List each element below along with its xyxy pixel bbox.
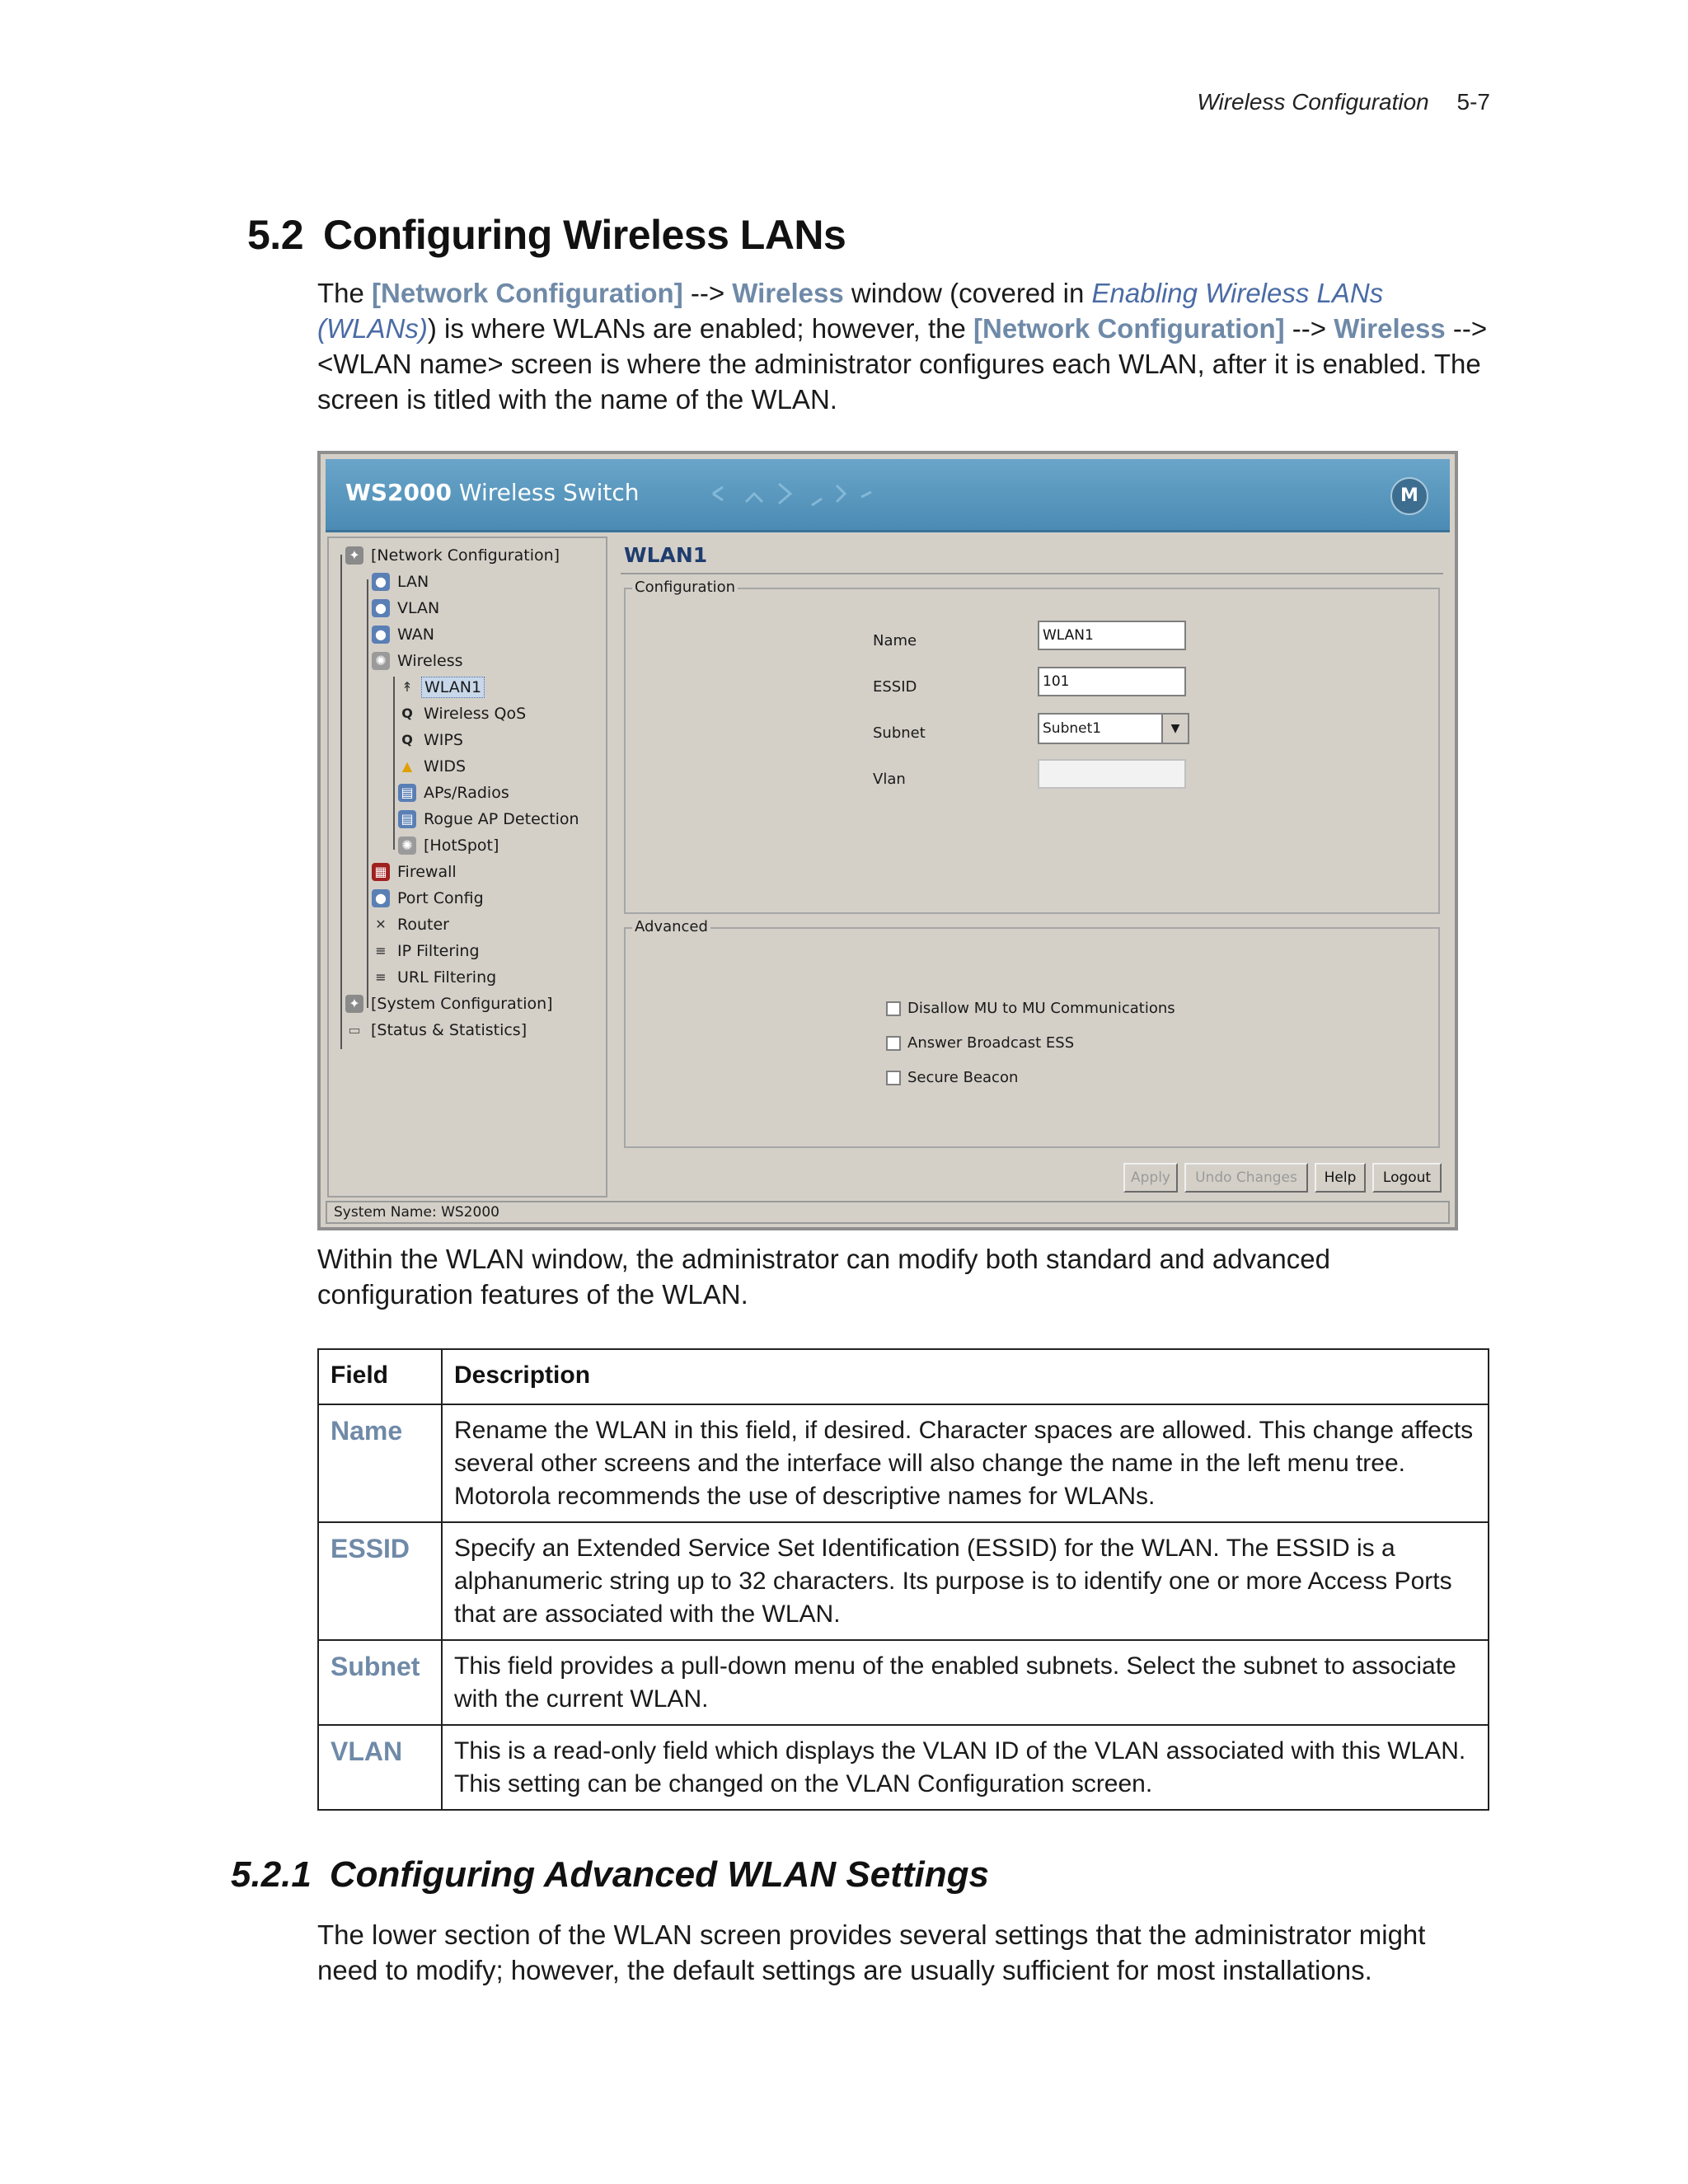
qos-icon: Q bbox=[401, 705, 413, 721]
table-header-row bbox=[318, 1349, 1489, 1404]
configuration-group bbox=[624, 579, 1440, 914]
tree-label: Rogue AP Detection bbox=[424, 810, 579, 828]
subsection-heading bbox=[231, 1854, 989, 1896]
subsection-title: Configuring Advanced WLAN Settings bbox=[329, 1854, 989, 1895]
tree-label: WIDS bbox=[424, 757, 467, 776]
tree-item-wireless[interactable] bbox=[372, 649, 466, 673]
tree-label: VLAN bbox=[397, 599, 440, 617]
motorola-logo-icon: M bbox=[1390, 477, 1428, 515]
tree-item-ip-filtering[interactable] bbox=[372, 939, 482, 963]
tree-label: Router bbox=[397, 916, 449, 934]
tree-item-status-statistics[interactable] bbox=[345, 1018, 529, 1043]
tree-item-wips[interactable] bbox=[398, 728, 466, 752]
subnet-selected-value: Subnet1 bbox=[1043, 720, 1102, 737]
tree-line bbox=[393, 677, 395, 850]
chevron-down-icon[interactable]: ▼ bbox=[1161, 715, 1188, 743]
tree-label: [Status & Statistics] bbox=[371, 1021, 528, 1039]
name-label: Name bbox=[873, 632, 917, 649]
field-description: This is a read-only field which displays the VLAN ID of the VLAN associated with this WLAN. This setting can be changed on the VLAN Configuration screen. bbox=[442, 1725, 1489, 1810]
table-row bbox=[318, 1522, 1489, 1640]
tree-label: LAN bbox=[397, 573, 429, 591]
tree-item-wan[interactable] bbox=[372, 622, 437, 647]
running-header-title: Wireless Configuration bbox=[1197, 89, 1429, 115]
table-row bbox=[318, 1404, 1489, 1522]
globe-icon: ● bbox=[372, 573, 390, 591]
field-name: ESSID bbox=[318, 1522, 442, 1640]
wlan-config-panel bbox=[616, 537, 1448, 1197]
tree-item-wlan1[interactable] bbox=[398, 675, 485, 700]
tree-label: Firewall bbox=[397, 863, 457, 881]
panel-title: WLAN1 bbox=[624, 543, 708, 567]
tree-label: WAN bbox=[397, 626, 434, 644]
configuration-legend: Configuration bbox=[632, 579, 738, 596]
field-name: Subnet bbox=[318, 1640, 442, 1725]
table-row bbox=[318, 1725, 1489, 1810]
essid-label: ESSID bbox=[873, 678, 917, 696]
divider bbox=[621, 573, 1443, 574]
antenna-icon: ↟ bbox=[401, 679, 413, 695]
logout-button[interactable]: Logout bbox=[1372, 1163, 1442, 1193]
field-name: VLAN bbox=[318, 1725, 442, 1810]
tree-line bbox=[367, 579, 368, 1008]
checkbox-label: Secure Beacon bbox=[907, 1069, 1019, 1086]
intro-text-5: --> bbox=[1284, 313, 1334, 344]
status-bar: System Name: WS2000 bbox=[326, 1201, 1450, 1224]
wireless-icon: ✺ bbox=[372, 652, 390, 670]
intro-text-4: ) is where WLANs are enabled; however, the bbox=[427, 313, 973, 344]
subsection-number: 5.2.1 bbox=[231, 1854, 312, 1895]
ws2000-screenshot bbox=[317, 451, 1458, 1230]
column-header-field: Field bbox=[318, 1349, 442, 1404]
section-heading bbox=[247, 211, 846, 259]
name-field[interactable]: WLAN1 bbox=[1038, 621, 1186, 650]
disallow-mu-checkbox[interactable] bbox=[886, 1000, 1175, 1017]
navigation-tree bbox=[327, 537, 607, 1197]
tree-line bbox=[340, 555, 342, 1049]
globe-icon: ● bbox=[372, 599, 390, 617]
post-screenshot-paragraph: Within the WLAN window, the administrator can modify both standard and advanced configuration features of the WLAN. bbox=[317, 1244, 1330, 1310]
router-icon: ✕ bbox=[375, 916, 387, 932]
decorative-arrows-icon bbox=[705, 469, 886, 518]
tree-item-vlan[interactable] bbox=[372, 596, 442, 621]
checkbox-box[interactable] bbox=[886, 1001, 901, 1016]
advanced-legend: Advanced bbox=[632, 918, 710, 935]
tree-label: WLAN1 bbox=[421, 677, 485, 698]
section-number: 5.2 bbox=[247, 212, 304, 258]
answer-broadcast-ess-checkbox[interactable] bbox=[886, 1034, 1074, 1052]
subnet-label: Subnet bbox=[873, 724, 926, 742]
page-number: 5-7 bbox=[1456, 89, 1490, 115]
closing-paragraph: The lower section of the WLAN screen provides several settings that the administrator might need to modify; however, the default settings are usually sufficient for most installations. bbox=[317, 1919, 1426, 1985]
running-header bbox=[1197, 89, 1490, 115]
apply-button[interactable]: Apply bbox=[1123, 1163, 1178, 1193]
checkbox-label: Answer Broadcast ESS bbox=[907, 1034, 1075, 1052]
tree-item-port-config[interactable] bbox=[372, 886, 486, 911]
tree-item-rogue-ap-detection[interactable] bbox=[398, 807, 582, 832]
tree-label: [System Configuration] bbox=[371, 995, 553, 1013]
tree-item-wireless-qos[interactable] bbox=[398, 701, 528, 726]
intro-text-2: --> bbox=[682, 278, 733, 308]
intro-paragraph bbox=[317, 275, 1488, 417]
cross-reference-link[interactable]: Enabling Wireless LANs (WLANs) bbox=[317, 278, 1384, 344]
field-description: This field provides a pull-down menu of the enabled subnets. Select the subnet to associate with the current WLAN. bbox=[442, 1640, 1489, 1725]
app-title bbox=[345, 479, 640, 506]
tree-item-hotspot[interactable] bbox=[398, 833, 501, 858]
ui-ref-network-configuration-2: [Network Configuration] bbox=[973, 313, 1285, 344]
vlan-label: Vlan bbox=[873, 771, 906, 788]
wrench-icon: ✦ bbox=[345, 546, 363, 565]
tree-label: APs/Radios bbox=[424, 784, 509, 802]
tree-label: IP Filtering bbox=[397, 942, 480, 960]
intro-text-6: --> <WLAN name> screen is where the administrator configures each WLAN, after it is enabled. The screen is titled with the name of the WLAN. bbox=[317, 313, 1488, 415]
section-title: Configuring Wireless LANs bbox=[323, 212, 846, 258]
secure-beacon-checkbox[interactable] bbox=[886, 1069, 1018, 1086]
help-button[interactable]: Help bbox=[1315, 1163, 1366, 1193]
field-description: Specify an Extended Service Set Identification (ESSID) for the WLAN. The ESSID is a alphanumeric string up to 32 characters. Its purpose is to identify one or more Access Ports that are associated with the WLAN. bbox=[442, 1522, 1489, 1640]
tree-label: URL Filtering bbox=[397, 968, 497, 987]
tree-item-aps-radios[interactable] bbox=[398, 780, 512, 805]
field-description: Rename the WLAN in this field, if desired. Character spaces are allowed. This change affects several other screens and the interface will also change the name in the left menu tree. Motorola recommends the use of descriptive names for WLANs. bbox=[442, 1404, 1489, 1522]
access-point-icon: ▤ bbox=[398, 784, 416, 802]
checkbox-label: Disallow MU to MU Communications bbox=[907, 1000, 1175, 1017]
column-header-description: Description bbox=[442, 1349, 1489, 1404]
app-title-bar bbox=[326, 459, 1450, 532]
tree-item-firewall[interactable] bbox=[372, 860, 459, 884]
access-point-icon: ▤ bbox=[398, 810, 416, 828]
qos-icon: Q bbox=[401, 732, 413, 748]
warning-icon: ▲ bbox=[401, 758, 413, 774]
checkbox-box[interactable] bbox=[886, 1071, 901, 1085]
tree-item-network-configuration[interactable] bbox=[345, 543, 562, 568]
wrench-icon: ✦ bbox=[345, 995, 363, 1013]
tree-label: Wireless bbox=[397, 652, 463, 670]
globe-icon: ● bbox=[372, 889, 390, 907]
folder-icon: ▭ bbox=[348, 1022, 361, 1038]
globe-icon: ● bbox=[372, 626, 390, 644]
hotspot-icon: ✺ bbox=[398, 837, 416, 855]
advanced-group bbox=[624, 918, 1440, 1148]
tree-label: [HotSpot] bbox=[424, 837, 499, 855]
intro-text-3: window (covered in bbox=[843, 278, 1092, 308]
ui-ref-wireless-2: Wireless bbox=[1334, 313, 1446, 344]
undo-changes-button[interactable]: Undo Changes bbox=[1184, 1163, 1308, 1193]
tree-label: Port Config bbox=[397, 889, 484, 907]
field-name: Name bbox=[318, 1404, 442, 1522]
tree-label: Wireless QoS bbox=[424, 705, 527, 723]
intro-text-1: The bbox=[317, 278, 373, 308]
field-description-table bbox=[317, 1348, 1489, 1811]
tree-item-lan[interactable] bbox=[372, 569, 431, 594]
tree-label: WIPS bbox=[424, 731, 463, 749]
tree-item-router[interactable] bbox=[372, 912, 452, 937]
tree-item-url-filtering[interactable] bbox=[372, 965, 499, 990]
tree-item-system-configuration[interactable] bbox=[345, 991, 556, 1016]
app-title-brand: WS2000 bbox=[345, 479, 452, 506]
vlan-field bbox=[1038, 759, 1186, 789]
essid-field[interactable]: 101 bbox=[1038, 667, 1186, 696]
ui-ref-wireless: Wireless bbox=[732, 278, 844, 308]
filter-icon: ≡ bbox=[375, 943, 387, 958]
tree-label: [Network Configuration] bbox=[371, 546, 560, 565]
firewall-icon: ▦ bbox=[372, 863, 390, 881]
subnet-dropdown[interactable] bbox=[1038, 713, 1189, 744]
app-title-text: Wireless Switch bbox=[451, 479, 640, 506]
ui-ref-network-configuration: [Network Configuration] bbox=[372, 278, 683, 308]
tree-item-wids[interactable] bbox=[398, 754, 468, 779]
checkbox-box[interactable] bbox=[886, 1036, 901, 1051]
filter-icon: ≡ bbox=[375, 969, 387, 985]
table-row bbox=[318, 1640, 1489, 1725]
